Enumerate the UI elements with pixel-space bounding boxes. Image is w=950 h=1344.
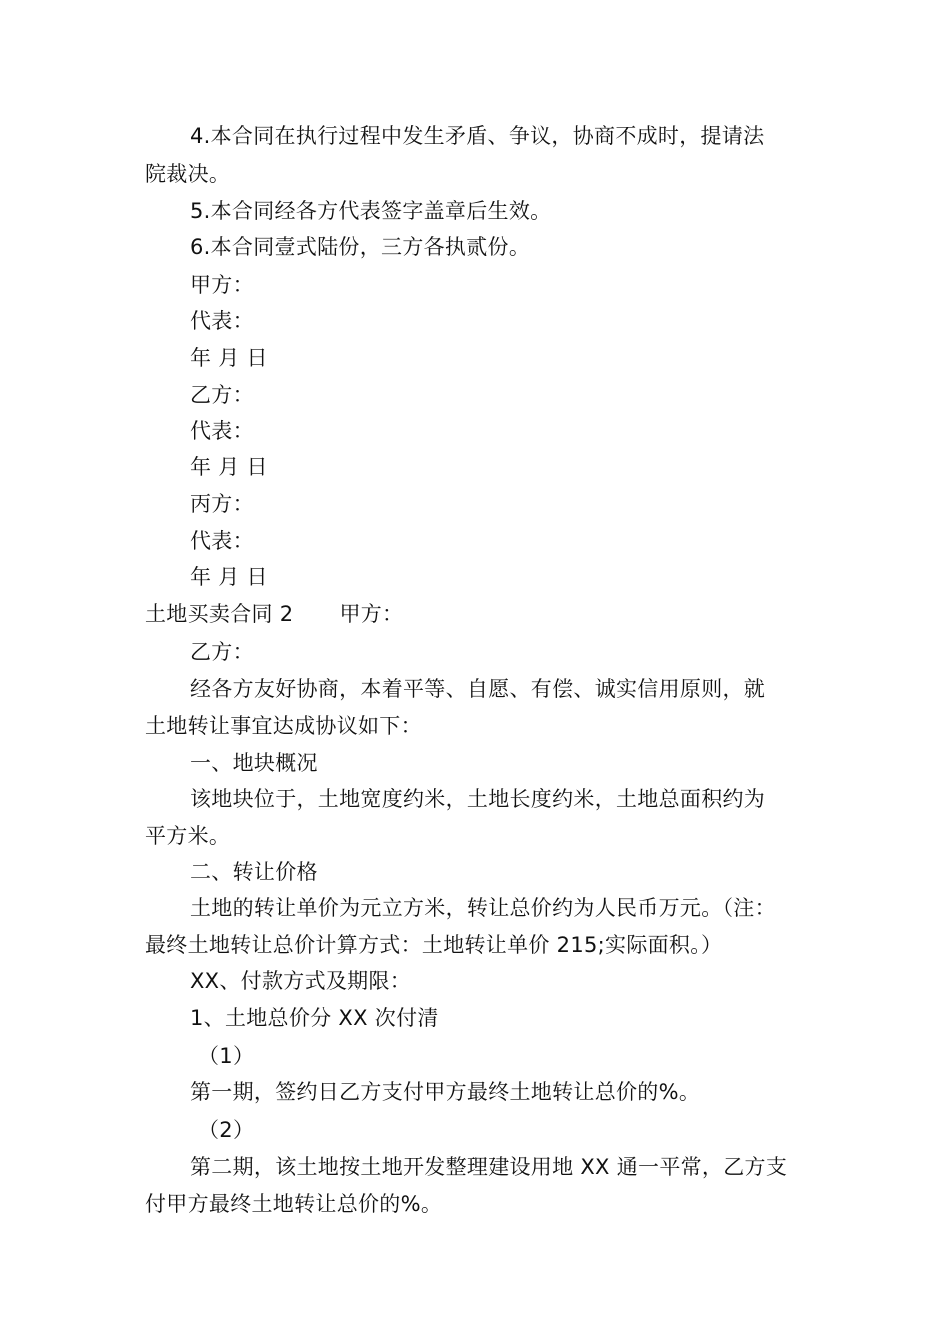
party-a-representative: 代表： — [190, 309, 254, 333]
clause-4-line-2: 院裁决。 — [145, 162, 231, 186]
preamble-line-2: 土地转让事宜达成协议如下： — [145, 714, 422, 738]
section-3-heading: XX、付款方式及期限： — [190, 969, 412, 993]
installment-1-text: 第一期，签约日乙方支付甲方最终土地转让总价的%。 — [190, 1080, 701, 1104]
contract-2-title: 土地买卖合同 2 — [145, 602, 294, 626]
section-2-line-2: 最终土地转让总价计算方式：土地转让单价 215;实际面积。） — [145, 933, 723, 957]
installment-2-line-1: 第二期，该土地按土地开发整理建设用地 XX 通一平常，乙方支 — [190, 1155, 788, 1179]
clause-5: 5.本合同经各方代表签字盖章后生效。 — [190, 199, 552, 223]
party-b-representative: 代表： — [190, 419, 254, 443]
clause-6: 6.本合同壹式陆份，三方各执贰份。 — [190, 235, 531, 259]
party-c-representative: 代表： — [190, 529, 254, 553]
contract-2-party-b: 乙方： — [190, 640, 254, 664]
section-1-line-2: 平方米。 — [145, 824, 231, 848]
contract-2-party-a: 甲方： — [339, 602, 404, 626]
party-c-label: 丙方： — [190, 492, 254, 516]
section-1-line-1: 该地块位于，土地宽度约米，土地长度约米，土地总面积约为 — [190, 787, 766, 811]
party-c-date: 年 月 日 — [190, 565, 268, 589]
installment-1-label: （1） — [198, 1044, 255, 1068]
section-2-line-1: 土地的转让单价为元立方米，转让总价约为人民币万元。（注： — [190, 896, 776, 920]
party-b-label: 乙方： — [190, 383, 254, 407]
party-a-date: 年 月 日 — [190, 346, 268, 370]
clause-4-line-1: 4.本合同在执行过程中发生矛盾、争议，协商不成时，提请法 — [190, 124, 765, 148]
installment-2-label: （2） — [198, 1118, 255, 1142]
installment-2-line-2: 付甲方最终土地转让总价的%。 — [145, 1192, 443, 1216]
party-a-label: 甲方： — [190, 273, 254, 297]
party-b-date: 年 月 日 — [190, 455, 268, 479]
preamble-line-1: 经各方友好协商，本着平等、自愿、有偿、诚实信用原则，就 — [190, 677, 766, 701]
section-2-heading: 二、转让价格 — [190, 860, 318, 884]
section-1-heading: 一、地块概况 — [190, 751, 318, 775]
contract-2-heading-row — [145, 600, 825, 628]
payment-installments: 1、土地总价分 XX 次付清 — [190, 1006, 439, 1030]
